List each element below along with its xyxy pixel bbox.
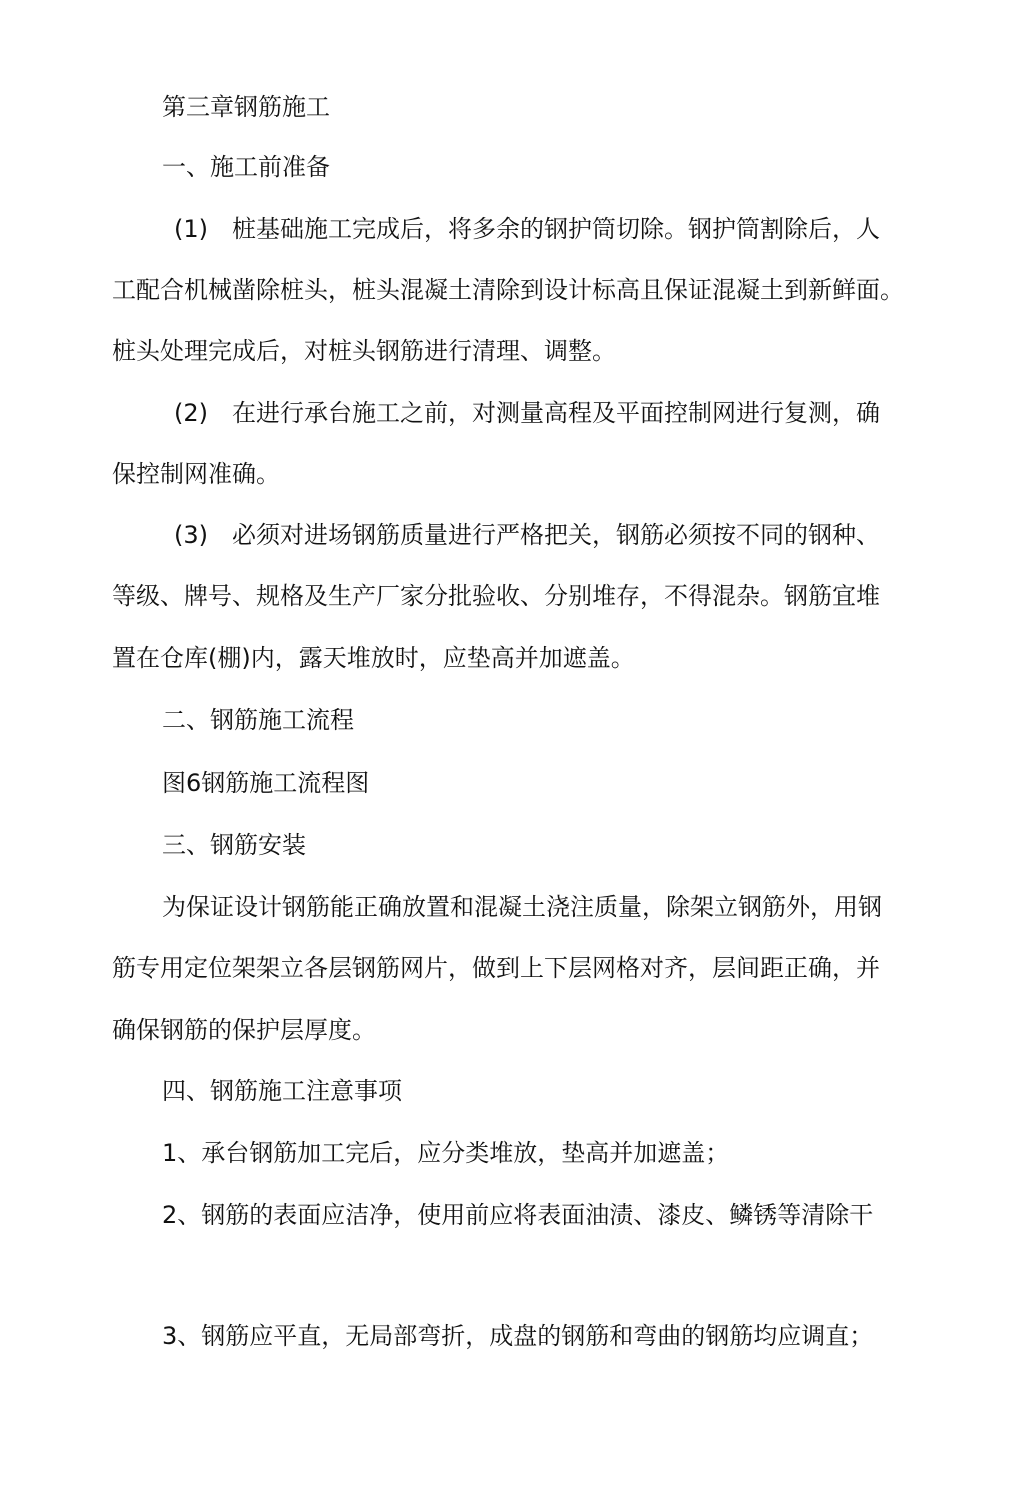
section-heading-2: 二、钢筋施工流程 [162,706,354,734]
figure-caption: 图6钢筋施工流程图 [162,769,370,797]
list-item: 2、钢筋的表面应洁净，使用前应将表面油渍、漆皮、鳞锈等清除干 [162,1201,874,1229]
section-heading-3: 三、钢筋安装 [162,831,306,859]
paragraph-line: (2) 在进行承台施工之前，对测量高程及平面控制网进行复测，确 [174,399,880,427]
paragraph-line: (1) 桩基础施工完成后，将多余的钢护筒切除。钢护筒割除后，人 [174,215,880,243]
list-item: 3、钢筋应平直，无局部弯折，成盘的钢筋和弯曲的钢筋均应调直； [162,1322,874,1350]
paragraph-line: 为保证设计钢筋能正确放置和混凝土浇注质量，除架立钢筋外，用钢 [162,893,882,921]
list-item: 1、承台钢筋加工完后，应分类堆放，垫高并加遮盖； [162,1139,730,1167]
paragraph-line: 确保钢筋的保护层厚度。 [112,1016,376,1044]
section-heading-1: 一、施工前准备 [162,153,330,181]
paragraph-line: 置在仓库(棚)内，露天堆放时，应垫高并加遮盖。 [112,644,635,672]
paragraph-line: 保控制网准确。 [112,460,280,488]
paragraph-line: (3) 必须对进场钢筋质量进行严格把关，钢筋必须按不同的钢种、 [174,521,880,549]
paragraph-line: 工配合机械凿除桩头，桩头混凝土清除到设计标高且保证混凝土到新鲜面。 [112,276,904,304]
paragraph-line: 筋专用定位架架立各层钢筋网片，做到上下层网格对齐，层间距正确，并 [112,954,880,982]
section-heading-4: 四、钢筋施工注意事项 [162,1077,402,1105]
paragraph-line: 桩头处理完成后，对桩头钢筋进行清理、调整。 [112,337,616,365]
chapter-title: 第三章钢筋施工 [162,93,330,121]
paragraph-line: 等级、牌号、规格及生产厂家分批验收、分别堆存，不得混杂。钢筋宜堆 [112,582,880,610]
